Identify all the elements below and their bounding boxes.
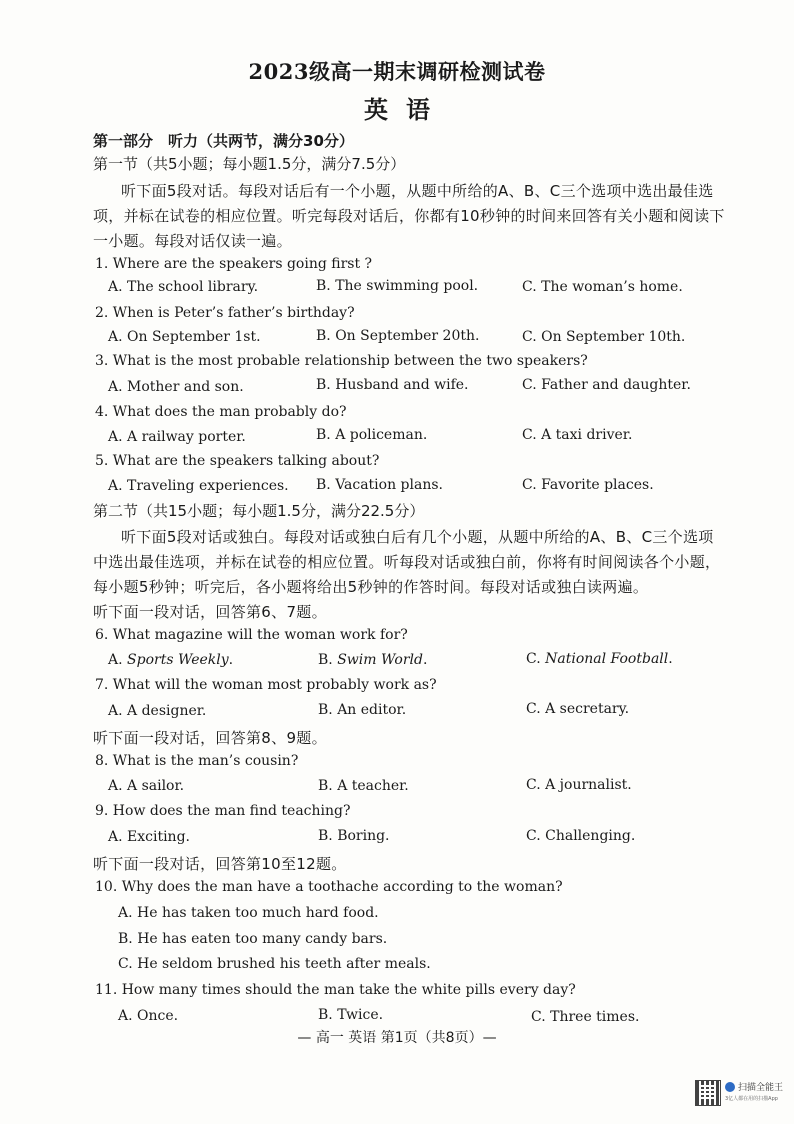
q9-option-a: A. Exciting. — [108, 829, 190, 845]
q7-option-c: C. A secretary. — [526, 701, 630, 717]
q10-option-a: A. He has taken too much hard food. — [118, 905, 379, 921]
q11-option-c: C. Three times. — [531, 1009, 640, 1025]
q1-option-a: A. The school library. — [108, 279, 259, 295]
part1-heading: 第一部分 听力（共两节，满分30分） — [93, 132, 354, 150]
q9-option-c: C. Challenging. — [526, 828, 636, 844]
section2-instruction-line: 听下面5段对话或独白。每段对话或独白后有几个小题，从题中所给的A、B、C三个选项 — [121, 528, 714, 546]
group-instruction: 听下面一段对话，回答第6、7题。 — [93, 603, 327, 621]
question-7: 7. What will the woman most probably work as? — [95, 677, 437, 693]
page-footer: — 高一 英语 第1页（共8页）— — [297, 1030, 497, 1046]
q9-option-b: B. Boring. — [318, 828, 390, 844]
q4-option-b: B. A policeman. — [316, 427, 428, 443]
group-instruction: 听下面一段对话，回答第8、9题。 — [93, 729, 327, 747]
q5-option-c: C. Favorite places. — [522, 477, 654, 493]
section1-heading: 第一节（共5小题；每小题1.5分，满分7.5分） — [93, 155, 406, 173]
q5-option-a: A. Traveling experiences. — [108, 478, 289, 494]
scanner-brand: 扫描全能王 — [738, 1083, 784, 1093]
q2-option-b: B. On September 20th. — [316, 328, 480, 344]
q4-option-a: A. A railway porter. — [108, 429, 246, 445]
group-instruction: 听下面一段对话，回答第10至12题。 — [93, 855, 347, 873]
question-1: 1. Where are the speakers going first ? — [95, 256, 373, 272]
q11-option-a: A. Once. — [118, 1008, 179, 1024]
section2-instruction-line: 每小题5秒钟；听完后，各小题将给出5秒钟的作答时间。每段对话或独白读两遍。 — [93, 578, 649, 596]
scanner-tagline: 3亿人都在用的扫描App — [725, 1096, 778, 1102]
q2-option-c: C. On September 10th. — [522, 329, 686, 345]
q6-option-b: B. Swim World. — [318, 652, 428, 668]
scanner-logo-icon — [725, 1082, 735, 1092]
section2-instruction-line: 中选出最佳选项，并标在试卷的相应位置。听每段对话或独白前，你将有时间阅读各个小题， — [93, 553, 721, 571]
q10-option-c: C. He seldom brushed his teeth after meals. — [118, 956, 431, 972]
question-10: 10. Why does the man have a toothache according to the woman? — [95, 879, 563, 895]
q11-option-b: B. Twice. — [318, 1007, 384, 1023]
question-6: 6. What magazine will the woman work for? — [95, 627, 408, 643]
question-3: 3. What is the most probable relationship between the two speakers? — [95, 353, 588, 369]
q6-option-c: C. National Football. — [526, 651, 673, 667]
q3-option-a: A. Mother and son. — [108, 379, 244, 395]
question-4: 4. What does the man probably do? — [95, 404, 347, 420]
q7-option-b: B. An editor. — [318, 702, 407, 718]
exam-title: 2023级高一期末调研检测试卷 — [248, 59, 546, 84]
question-5: 5. What are the speakers talking about? — [95, 453, 380, 469]
section1-instruction-line: 一小题。每段对话仅读一遍。 — [93, 232, 292, 250]
q6-option-a: A. Sports Weekly. — [108, 652, 234, 668]
q8-option-c: C. A journalist. — [526, 777, 632, 793]
q1-option-b: B. The swimming pool. — [316, 278, 479, 294]
q4-option-c: C. A taxi driver. — [522, 427, 633, 443]
section1-instruction-line: 项，并标在试卷的相应位置。听完每段对话后，你都有10秒钟的时间来回答有关小题和阅读下 — [93, 207, 725, 225]
q3-option-b: B. Husband and wife. — [316, 377, 469, 393]
qr-code-icon — [695, 1080, 721, 1106]
question-8: 8. What is the man’s cousin? — [95, 753, 299, 769]
scanner-stamp — [695, 1080, 785, 1108]
q7-option-a: A. A designer. — [108, 703, 207, 719]
q8-option-b: B. A teacher. — [318, 778, 409, 794]
question-9: 9. How does the man find teaching? — [95, 803, 351, 819]
q1-option-c: C. The woman’s home. — [522, 279, 683, 295]
question-2: 2. When is Peter’s father’s birthday? — [95, 305, 355, 321]
section2-heading: 第二节（共15小题；每小题1.5分，满分22.5分） — [93, 502, 425, 520]
subject-title: 英语 — [364, 95, 448, 124]
question-11: 11. How many times should the man take the white pills every day? — [95, 982, 576, 998]
section1-instruction-line: 听下面5段对话。每段对话后有一个小题，从题中所给的A、B、C三个选项中选出最佳选 — [121, 182, 714, 200]
q10-option-b: B. He has eaten too many candy bars. — [118, 931, 388, 947]
q8-option-a: A. A sailor. — [108, 778, 185, 794]
q5-option-b: B. Vacation plans. — [316, 477, 443, 493]
q2-option-a: A. On September 1st. — [108, 329, 261, 345]
q3-option-c: C. Father and daughter. — [522, 377, 691, 393]
